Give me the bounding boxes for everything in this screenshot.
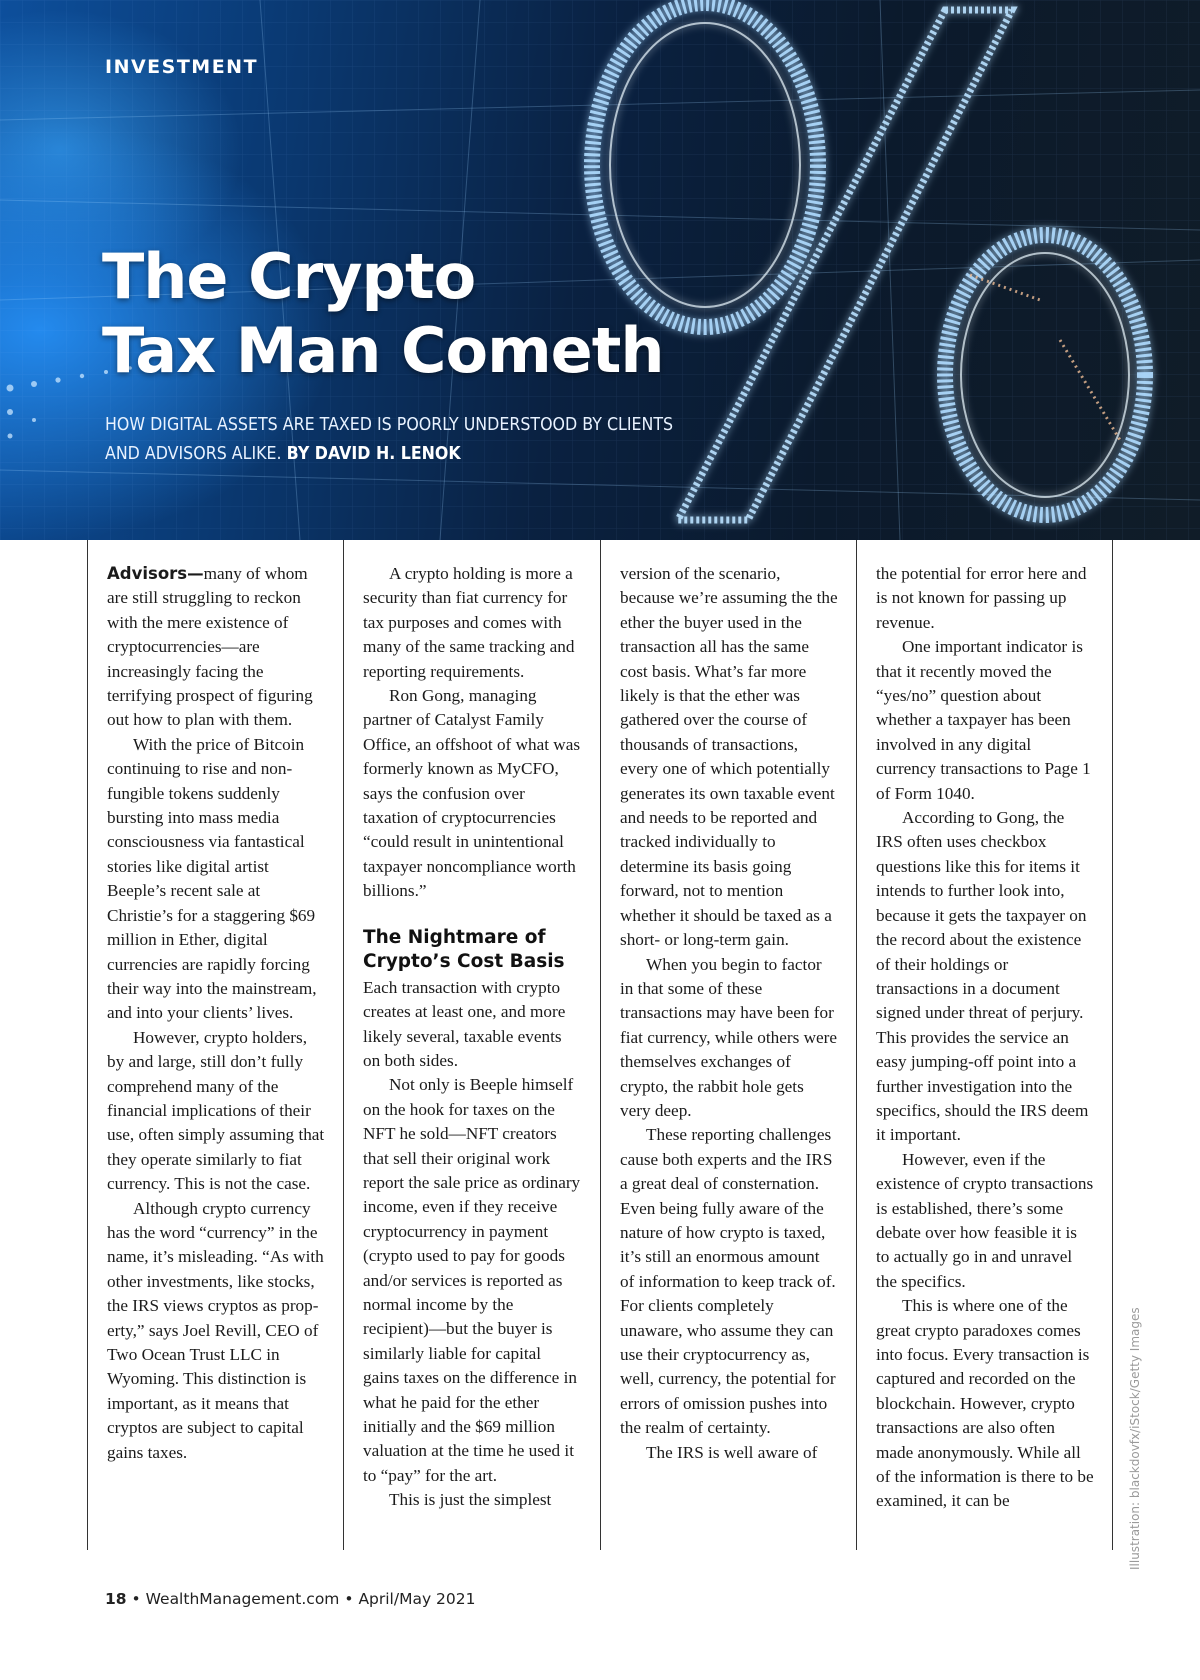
paragraph: According to Gong, the IRS often uses checkbox questions like this for items it intends to further look into, because it gets the taxpayer on the record about the existence of their holdings or transactions in a document signed under threat of perjury. This provides the service an easy jumping-off point into a further investigation into the specifics, should the IRS deem it important. [876, 808, 1089, 1145]
paragraph-text: many of whom are still struggling to reckon with the mere existence of cryptocurrencies—are increasingly facing the terrifying prospect of figuring out how to plan with them. [107, 564, 313, 730]
paragraph: This is where one of the great crypto paradoxes comes into focus. Every transaction is captured and recorded on the blockchain. However, crypto transactions are also often made anonymously. While all of the information is there to be examined, it can be [876, 1296, 1094, 1511]
paragraph: Not only is Beeple himself on the hook for taxes on the NFT he sold—NFT creators that sell their original work report the sale price as ordinary income, even if they receive cryptocurrency in payment (crypto used to pay for goods and/or services is reported as normal income by the recipient)—but the buyer is similarly liable for capital gains taxes on the difference in what he paid for the ether initially and the $69 million valuation at the time he used it to “pay” for the art. [363, 1075, 581, 1485]
publication-name: WealthManagement.com [145, 1590, 340, 1608]
paragraph: With the price of Bitcoin continuing to rise and non-fungible tokens suddenly bursting into mass media consciousness via fantastical stories like digital artist Beeple’s recent sale at Christie’s for a staggering $69 million in Ether, digital currencies are rapidly forcing their way into the mainstream, and into your clients’ lives. [107, 734, 317, 1023]
paragraph: Ron Gong, managing partner of Catalyst Family Office, an offshoot of what was formerly known as MyCFO, says the confusion over taxation of cryptocurrencies “could result in unintentional taxpayer noncompliance worth billions.” [363, 686, 581, 901]
article-body [0, 540, 1200, 1570]
title-line-1: The Crypto [102, 240, 476, 313]
footer-separator: • [344, 1590, 354, 1608]
column-rule [87, 540, 88, 1550]
column-rule [600, 540, 601, 1550]
article-deck [105, 410, 677, 468]
column-4 [876, 562, 1094, 1514]
column-rule [1112, 540, 1113, 1550]
photo-credit: Illustration: blackdovfx/iStock/Getty Images [1128, 1307, 1142, 1570]
paragraph: the potential for error here and is not known for passing up revenue. [876, 564, 1087, 632]
paragraph: These reporting challenges cause both experts and the IRS a great deal of consternation. Even being fully aware of the nature of how crypto is taxed, it’s still an enormous amount of information to keep track of. For clients completely unaware, who assume they can use their cryptocurrency as, well, currency, the potential for errors of omission pushes into the realm of certainty. [620, 1125, 836, 1438]
title-line-2: Tax Man Cometh [102, 314, 664, 387]
paragraph: However, even if the existence of crypto transactions is established, there’s some debate over how feasible it is to actually go in and unravel the specifics. [876, 1149, 1094, 1291]
paragraph: One important indicator is that it recently moved the “yes/no” question about whether a taxpayer has been involved in any digital currency transactions to Page 1 of Form 1040. [876, 637, 1091, 803]
deck-text: HOW DIGITAL ASSETS ARE TAXED IS POORLY UNDERSTOOD BY CLIENTS AND ADVISORS ALIKE. [105, 414, 674, 464]
footer-separator: • [131, 1590, 141, 1608]
hero-banner [0, 0, 1200, 540]
column-rule [856, 540, 857, 1550]
issue-date: April/May 2021 [358, 1590, 476, 1608]
lead-in: Advisors— [107, 564, 204, 583]
paragraph: Although crypto currency has the word “currency” in the name, it’s misleading. “As with other investments, like stocks, the IRS views cryptos as property,” says Joel Revill, CEO of Two Ocean Trust LLC in Wyoming. This distinction is important, as it means that cryptos are subject to capital gains taxes. [107, 1198, 324, 1462]
paragraph: When you begin to factor in that some of these transactions may have been for fiat currency, while others were themselves exchanges of crypto, the rabbit hole gets very deep. [620, 954, 837, 1120]
column-rule [343, 540, 344, 1550]
paragraph: version of the scenario, because we’re assuming the the ether the buyer used in the transaction all has the same cost basis. What’s far more likely is that the ether was gathered over the course of thousands of transactions, every one of which potentially generates its own taxable event and needs to be reported and tracked individually to determine its basis going forward, not to mention whether it should be taxed as a short- or long-term gain. [620, 564, 838, 950]
paragraph: This is just the simplest [389, 1490, 552, 1510]
byline: BY DAVID H. LENOK [286, 443, 461, 464]
section-label: INVESTMENT [105, 56, 259, 78]
page-number: 18 [105, 1590, 127, 1608]
subheading: The Nightmare of Crypto’s Cost Basis [363, 926, 565, 972]
article-title [102, 240, 664, 388]
paragraph: However, crypto holders, by and large, still don’t fully comprehend many of the financial implications of their use, often simply assuming that they operate similarly to fiat currency. This is not the case. [107, 1027, 325, 1194]
paragraph: The IRS is well aware of [646, 1442, 818, 1462]
column-2 [363, 562, 581, 1513]
paragraph [107, 562, 325, 733]
column-3 [620, 562, 838, 1465]
paragraph: Each transaction with crypto creates at least one, and more likely several, taxable events on both sides. [363, 977, 566, 1070]
page-footer [105, 1590, 476, 1608]
column-1 [107, 562, 325, 1465]
paragraph: A crypto holding is more a security than fiat currency for tax purposes and comes with many of the same tracking and reporting requirements. [363, 564, 575, 681]
